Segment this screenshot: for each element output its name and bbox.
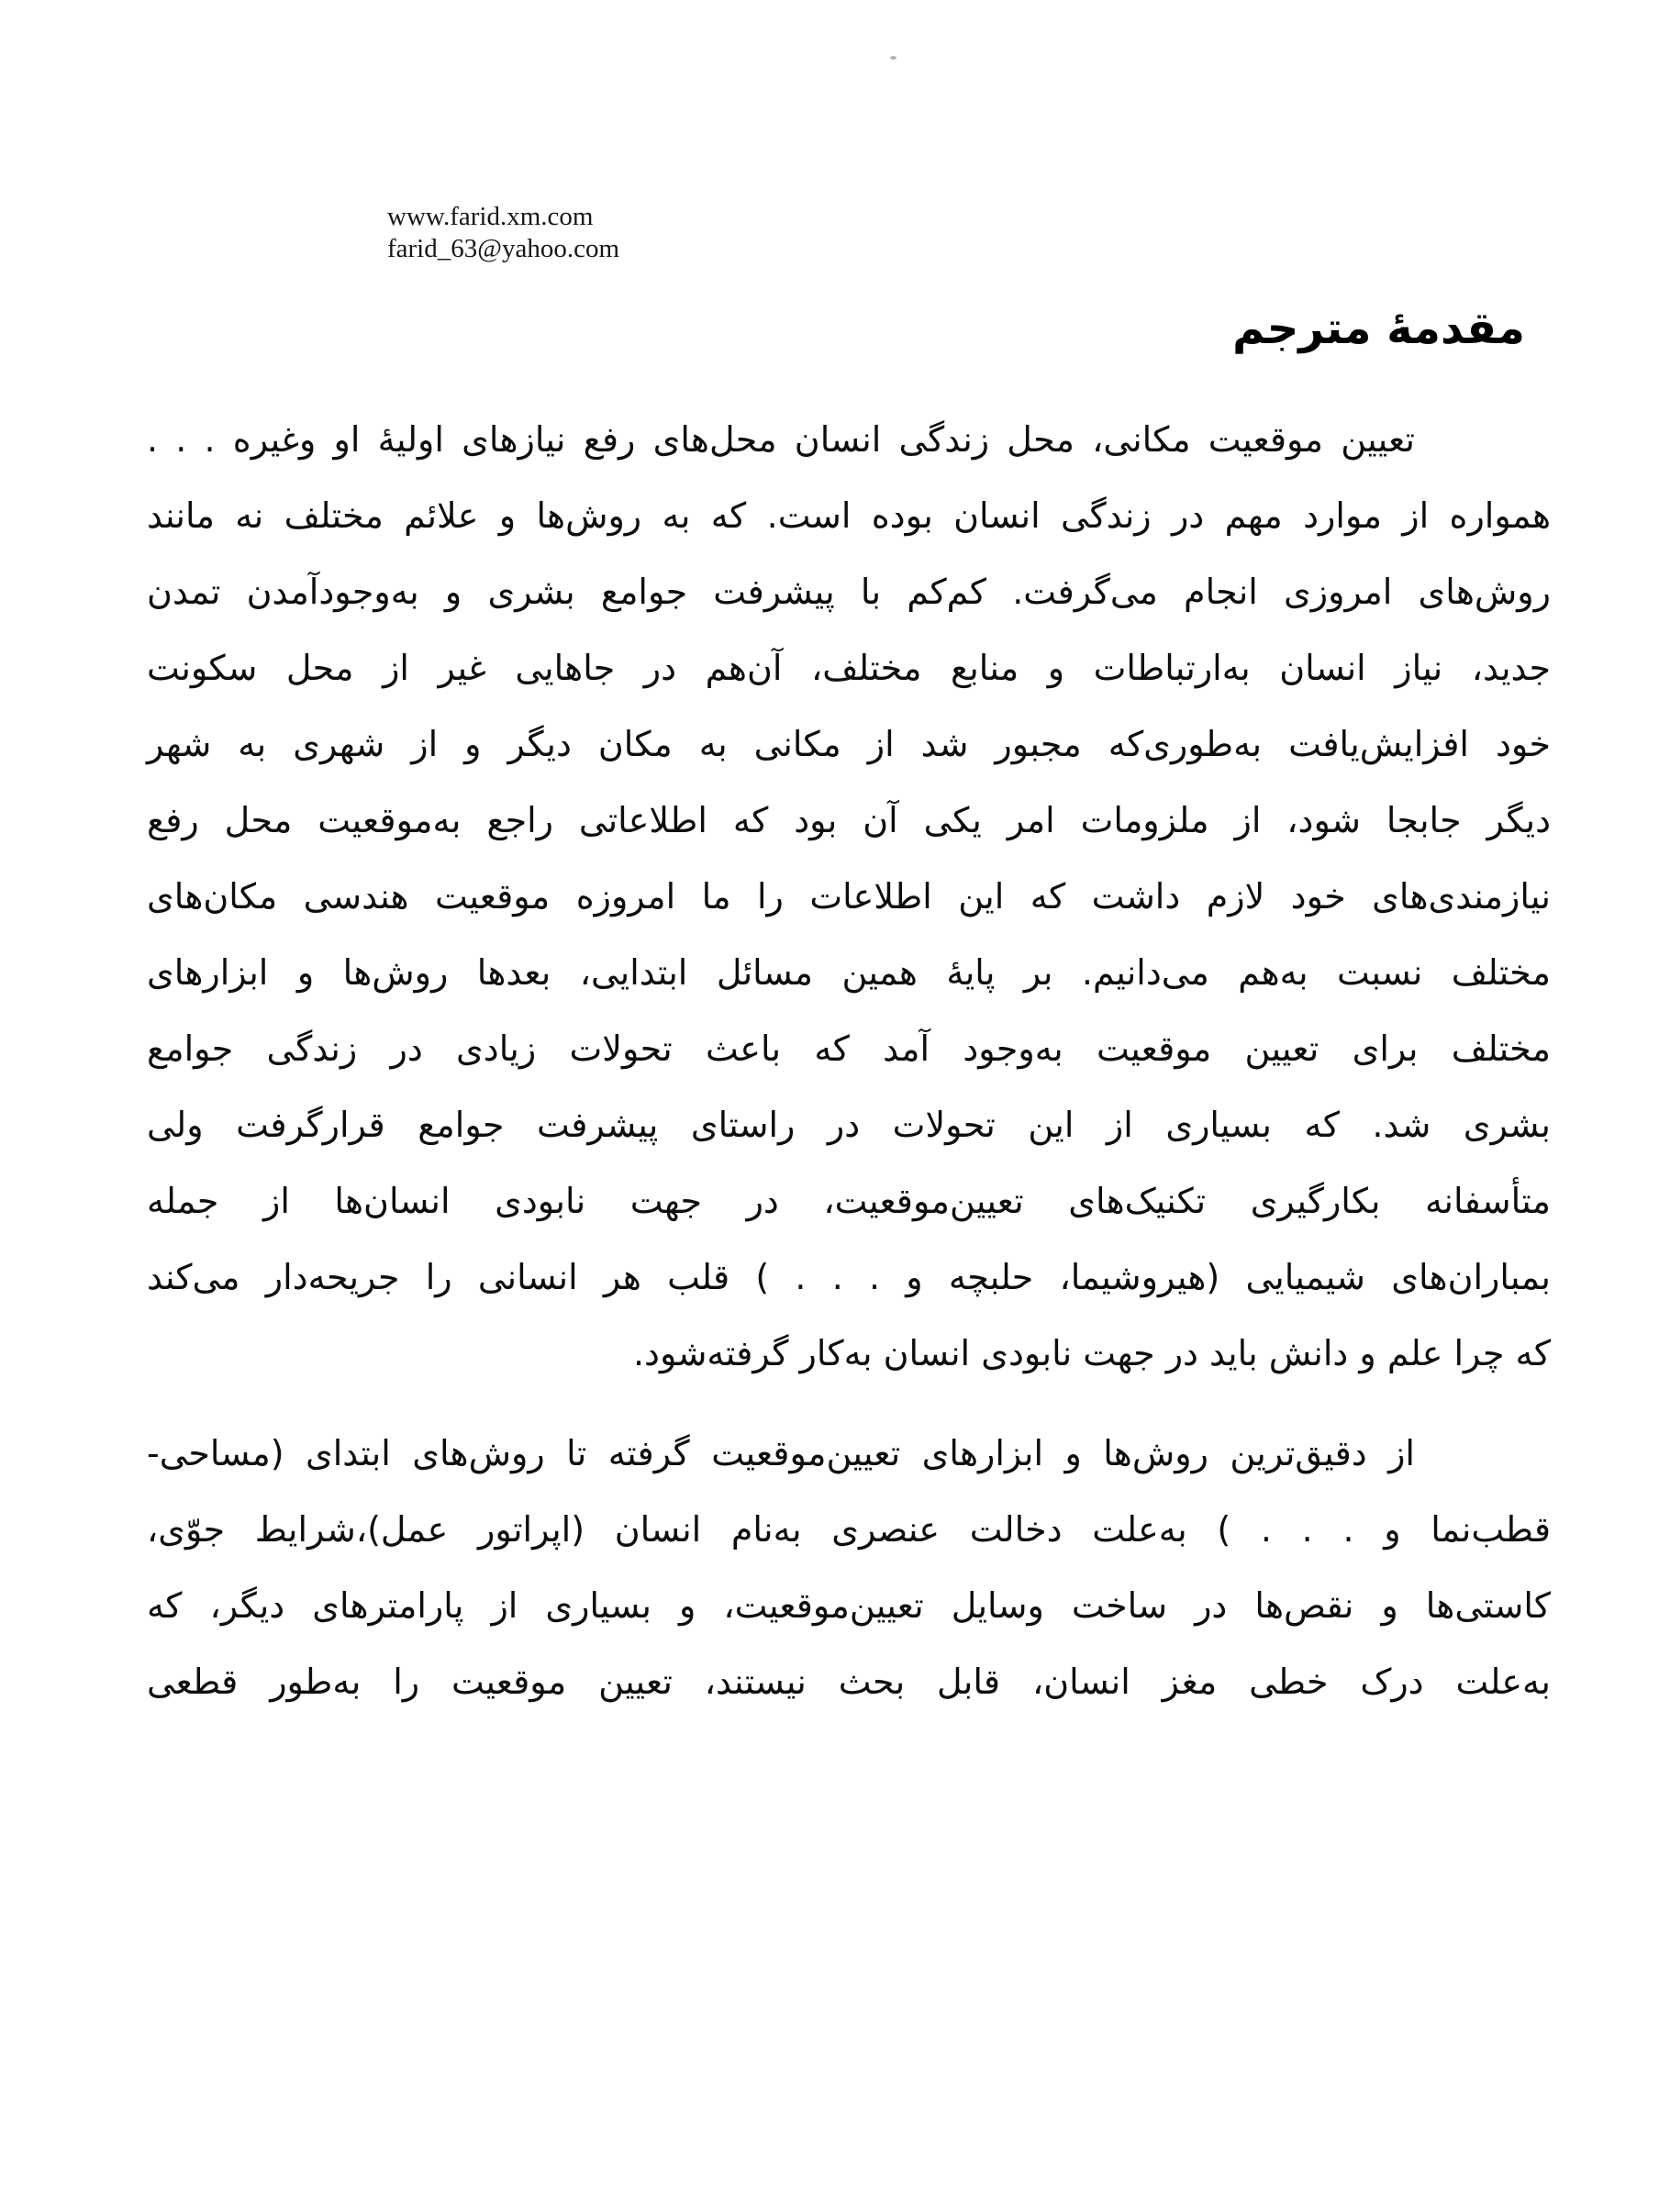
paragraph-2 (147, 1416, 1551, 1720)
text-line: که چرا علم و دانش باید در جهت نابودی انسان به‌کار گرفته‌شود. (632, 1333, 1551, 1373)
text-line: خود افزایش‌یافت به‌طوری‌که مجبور شد از مکانی به مکان دیگر و از شهری به شهر (147, 724, 1551, 764)
text-line: قطب‌نما و . . . ) به‌علت دخالت عنصری به‌نام انسان (اپراتور عمل)،شرایط جوّی، (147, 1509, 1551, 1550)
paragraph-1 (147, 402, 1551, 1392)
text-line: به‌علت درک خطی مغز انسان، قابل بحث نیستند، تعیین موقعیت را به‌طور قطعی (147, 1662, 1551, 1702)
text-line: نیازمندی‌های خود لازم داشت که این اطلاعات را ما امروزه موقعیت هندسی مکان‌های (147, 876, 1551, 917)
text-line: همواره از موارد مهم در زندگی انسان بوده است. که به روش‌ها و علائم مختلف نه مانند (147, 495, 1551, 536)
text-line: بمباران‌های شیمیایی (هیروشیما، حلبچه و . . . ) قلب هر انسانی را جریحه‌دار می‌کند (147, 1257, 1551, 1297)
text-line: متأسفانه بکارگیری تکنیک‌های تعیین‌موقعیت، در جهت نابودی انسان‌ها از جمله (147, 1181, 1551, 1221)
contact-block (387, 201, 619, 265)
email-address: farid_63@yahoo.com (387, 234, 619, 263)
text-line: از دقیق‌ترین روش‌ها و ابزارهای تعیین‌موقعیت گرفته تا روش‌های ابتدای (مساحی- (147, 1433, 1415, 1473)
document-body (147, 402, 1551, 1720)
scan-artifact-dot (890, 56, 896, 60)
text-line: روش‌های امروزی انجام می‌گرفت. کم‌کم با پیشرفت جوامع بشری و به‌وجودآمدن تمدن (147, 572, 1551, 612)
page-title: مقدمۀ مترجم (1232, 303, 1525, 354)
website-url: www.farid.xm.com (387, 202, 594, 231)
text-line: بشری شد. که بسیاری از این تحولات در راستای پیشرفت جوامع قرارگرفت ولی (147, 1105, 1551, 1145)
text-line: دیگر جابجا شود، از ملزومات امر یکی آن بود که اطلاعاتی راجع به‌موقعیت محل رفع (147, 800, 1551, 840)
text-line: کاستی‌ها و نقص‌ها در ساخت وسایل تعیین‌موقعیت، و بسیاری از پارامترهای دیگر، که (147, 1585, 1551, 1626)
text-line: مختلف نسبت به‌هم می‌دانیم. بر پایۀ همین مسائل ابتدایی، بعدها روش‌ها و ابزارهای (147, 952, 1551, 993)
text-line: جدید، نیاز انسان به‌ارتباطات و منابع مختلف، آن‌هم در جاهایی غیر از محل سکونت (147, 648, 1551, 688)
text-line: تعیین موقعیت مکانی، محل زندگی انسان محل‌های رفع نیازهای اولیۀ او وغیره . . . (147, 419, 1415, 460)
text-line: مختلف برای تعیین موقعیت به‌وجود آمد که باعث تحولات زیادی در زندگی جوامع (147, 1028, 1551, 1069)
